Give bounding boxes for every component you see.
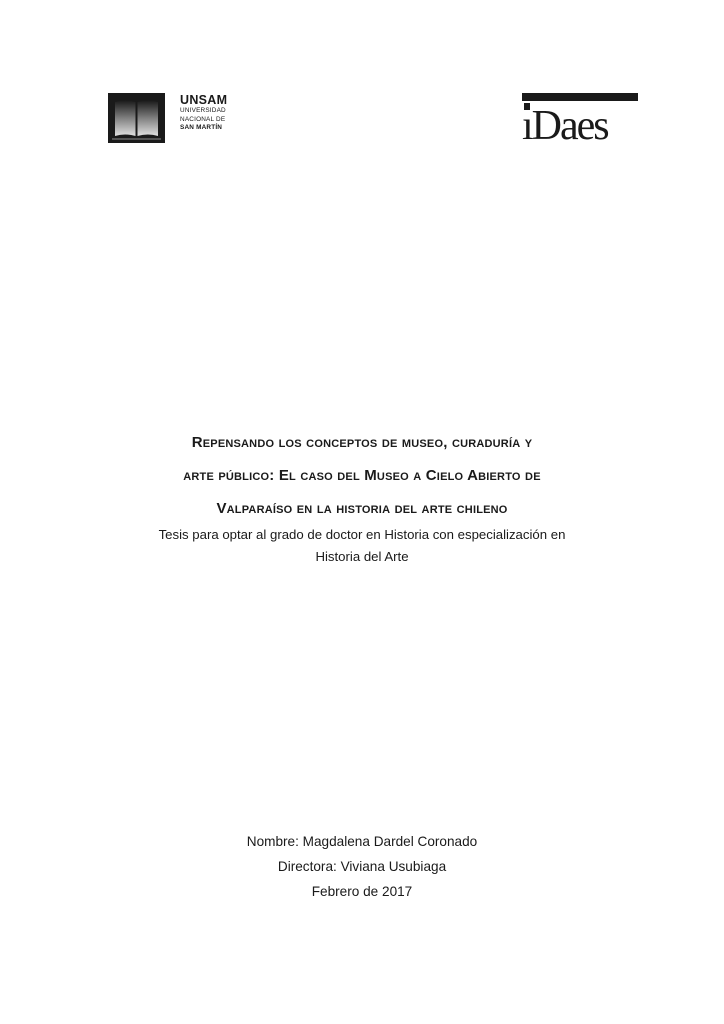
author-block bbox=[90, 829, 634, 904]
thesis-subtitle-line-1: Tesis para optar al grado de doctor en Historia con especialización en bbox=[158, 527, 566, 542]
thesis-title-line-2: arte público: El caso del Museo a Cielo Abierto de bbox=[183, 467, 541, 484]
svg-text:ıDaes: ıDaes bbox=[522, 103, 608, 143]
unsam-book-icon bbox=[108, 93, 165, 143]
unsam-wordmark bbox=[180, 93, 250, 133]
thesis-title-line-1: Repensando los conceptos de museo, curaduría y bbox=[191, 434, 533, 451]
unsam-line-2: NACIONAL DE bbox=[180, 115, 226, 123]
thesis-subtitle-line-2: Historia del Arte bbox=[315, 549, 409, 564]
unsam-line-3: SAN MARTÍN bbox=[180, 124, 223, 132]
thesis-title-line-3: Valparaíso en la historia del arte chileno bbox=[216, 500, 508, 517]
director-name: Directora: Viviana Usubiaga bbox=[277, 859, 447, 874]
unsam-name: UNSAM bbox=[180, 93, 228, 107]
thesis-title-block bbox=[90, 426, 634, 569]
author-name: Nombre: Magdalena Dardel Coronado bbox=[246, 834, 478, 849]
submission-date: Febrero de 2017 bbox=[311, 884, 413, 899]
unsam-logo bbox=[108, 93, 248, 143]
idaes-logo bbox=[522, 93, 638, 143]
unsam-line-1: UNIVERSIDAD bbox=[180, 107, 226, 114]
